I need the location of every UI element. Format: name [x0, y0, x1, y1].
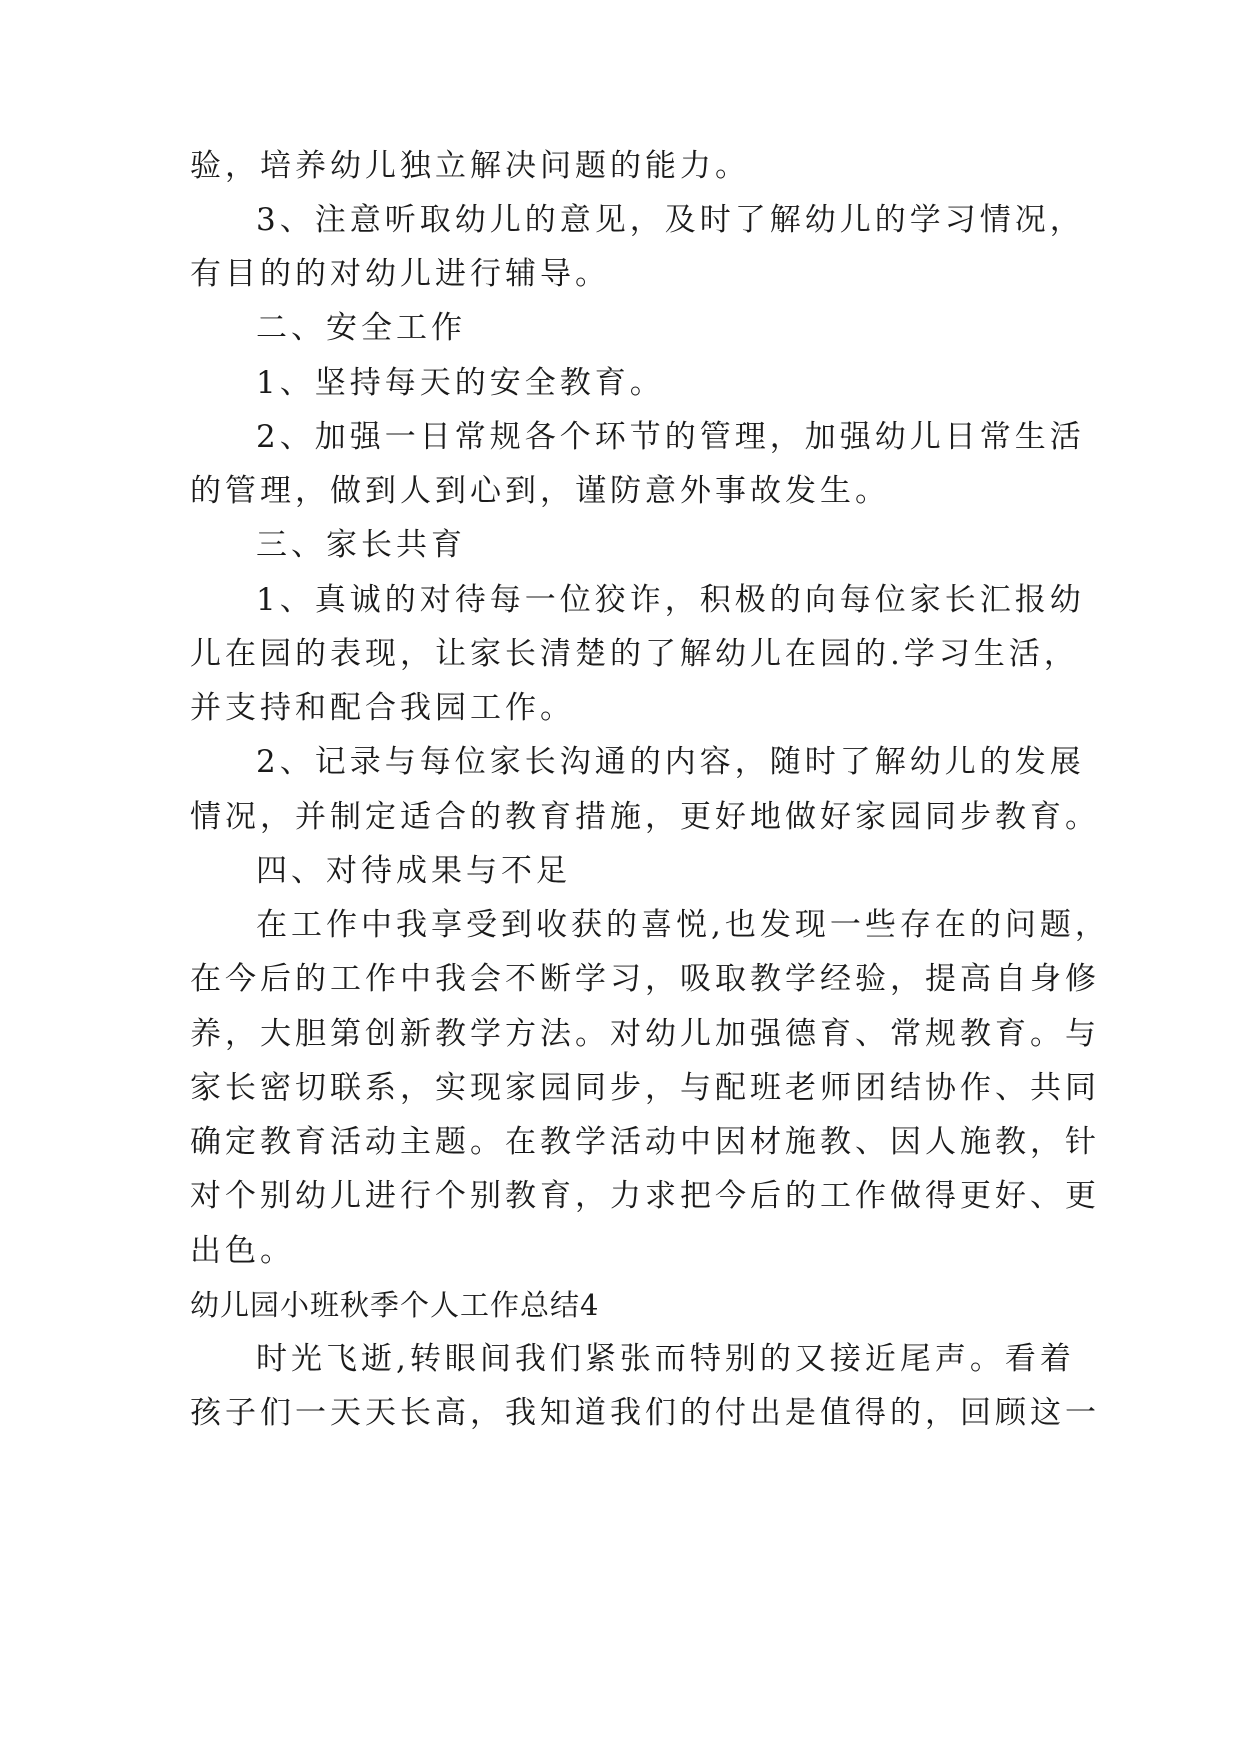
text-line: 并支持和配合我园工作。 [190, 690, 575, 726]
text-line: 1、坚持每天的安全教育。 [256, 365, 665, 401]
text-line: 3、注意听取幼儿的意见，及时了解幼儿的学习情况， [256, 202, 1085, 238]
text-line: 在今后的工作中我会不断学习，吸取教学经验，提高自身修 [190, 961, 1100, 997]
section-heading: 二、安全工作 [256, 310, 466, 346]
text-line: 验，培养幼儿独立解决问题的能力。 [190, 148, 750, 184]
text-line: 2、记录与每位家长沟通的内容，随时了解幼儿的发展 [256, 744, 1085, 780]
text-line: 确定教育活动主题。在教学活动中因材施教、因人施教，针 [190, 1124, 1100, 1160]
text-line: 对个别幼儿进行个别教育，力求把今后的工作做得更好、更 [190, 1178, 1100, 1214]
section-heading: 四、对待成果与不足 [256, 853, 571, 889]
text-line: 养，大胆第创新教学方法。对幼儿加强德育、常规教育。与 [190, 1016, 1100, 1052]
text-line: 孩子们一天天长高，我知道我们的付出是值得的，回顾这一 [190, 1395, 1100, 1431]
text-line: 1、真诚的对待每一位狡诈，积极的向每位家长汇报幼 [256, 582, 1085, 618]
text-line: 有目的的对幼儿进行辅导。 [190, 256, 610, 292]
text-line: 情况，并制定适合的教育措施，更好地做好家园同步教育。 [190, 799, 1100, 835]
article-title: 幼儿园小班秋季个人工作总结4 [190, 1288, 600, 1322]
text-line: 时光飞逝,转眼间我们紧张而特别的又接近尾声。看着 [256, 1341, 1075, 1377]
text-line: 2、加强一日常规各个环节的管理，加强幼儿日常生活 [256, 419, 1085, 455]
text-line: 儿在园的表现，让家长清楚的了解幼儿在园的.学习生活， [190, 636, 1079, 672]
text-line: 家长密切联系，实现家园同步，与配班老师团结协作、共同 [190, 1070, 1100, 1106]
text-line: 在工作中我享受到收获的喜悦,也发现一些存在的问题， [256, 907, 1110, 943]
text-line: 出色。 [190, 1233, 295, 1269]
text-line: 的管理，做到人到心到，谨防意外事故发生。 [190, 473, 890, 509]
section-heading: 三、家长共育 [256, 527, 466, 563]
